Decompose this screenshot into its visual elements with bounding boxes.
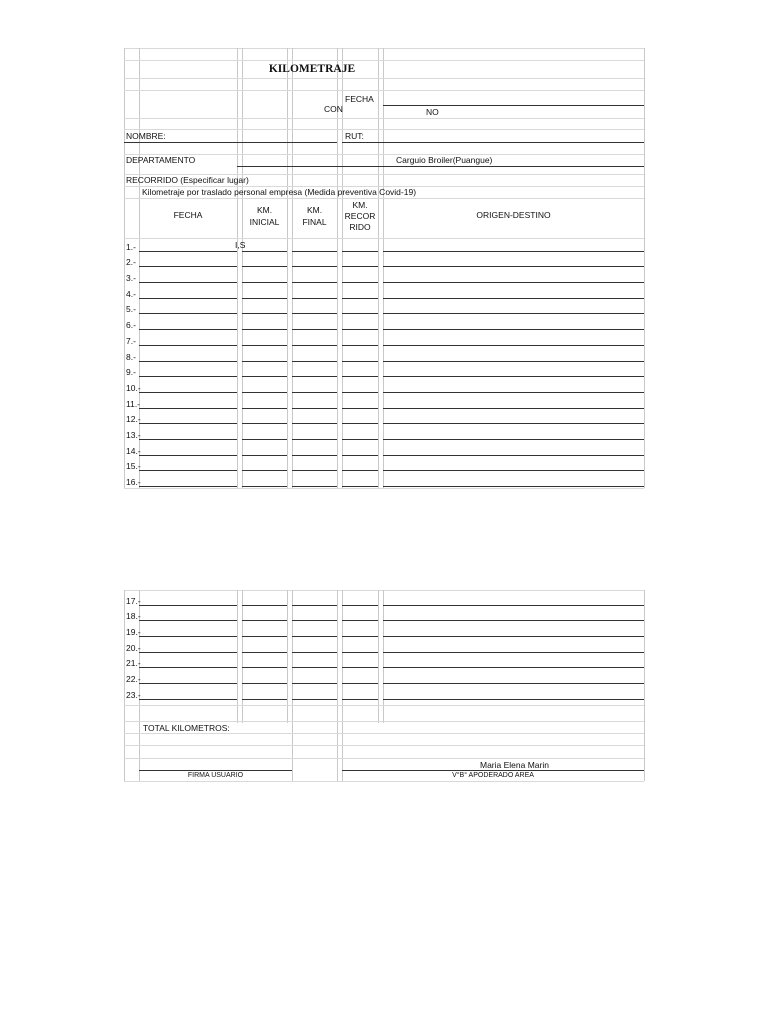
cell-km-recorrido-field[interactable] [342, 442, 378, 456]
cell-origen-destino-field[interactable] [383, 332, 644, 346]
table-row [124, 671, 644, 687]
cell-km-inicial-field[interactable] [242, 238, 287, 252]
table-row [124, 395, 644, 411]
table-row [124, 238, 644, 254]
table-row [124, 474, 644, 490]
col-header-km-recorrido: KM. RECOR RIDO [344, 200, 376, 232]
cell-km-inicial-field[interactable] [242, 348, 287, 362]
cell-km-inicial-field[interactable] [242, 411, 287, 425]
cell-fecha-field[interactable] [139, 317, 237, 331]
cell-km-inicial-field[interactable] [242, 608, 287, 622]
cell-fecha-field[interactable] [139, 379, 237, 393]
cell-km-recorrido-field[interactable] [342, 238, 378, 252]
cell-km-inicial-field[interactable] [242, 332, 287, 346]
cell-fecha-field[interactable] [139, 474, 237, 488]
cell-km-recorrido-field[interactable] [342, 608, 378, 622]
cell-km-final-field[interactable] [292, 655, 337, 669]
cell-km-final-field[interactable] [292, 301, 337, 315]
cell-km-recorrido-field[interactable] [342, 458, 378, 472]
row-number: 19.- [126, 627, 141, 638]
cell-km-inicial-field[interactable] [242, 458, 287, 472]
cell-km-inicial-field[interactable] [242, 592, 287, 606]
fecha-label: FECHA [345, 94, 374, 104]
row-number: 23.- [126, 689, 141, 700]
table-row [124, 426, 644, 442]
cell-origen-destino-field[interactable] [383, 474, 644, 488]
row-number: 21.- [126, 658, 141, 669]
cell-fecha-field[interactable] [139, 442, 237, 456]
cell-km-final-field[interactable] [292, 269, 337, 283]
form-sheet-bottom [124, 590, 644, 781]
col-header-fecha: FECHA [173, 210, 203, 220]
form-sheet-top [124, 48, 644, 488]
row-number: 15.- [126, 461, 141, 472]
table-row [124, 655, 644, 671]
row-number: 7.- [126, 335, 136, 346]
cell-km-final-field[interactable] [292, 639, 337, 653]
cell-origen-destino-field[interactable] [383, 608, 644, 622]
table-row [124, 623, 644, 639]
cell-origen-destino-field[interactable] [383, 238, 644, 252]
cell-km-recorrido-field[interactable] [342, 332, 378, 346]
table-row [124, 379, 644, 395]
cell-km-recorrido-field[interactable] [342, 254, 378, 268]
row-number: 11.- [126, 398, 141, 409]
firma-usuario-label: FIRMA USUARIO [187, 772, 244, 779]
cell-fecha-field[interactable] [139, 623, 237, 637]
cell-km-inicial-field[interactable] [242, 269, 287, 283]
departamento-label: DEPARTAMENTO [126, 155, 196, 165]
cell-km-final-field[interactable] [292, 458, 337, 472]
cell-km-inicial-field[interactable] [242, 395, 287, 409]
cell-fecha-field[interactable] [139, 592, 237, 606]
cell-km-inicial-field[interactable] [242, 364, 287, 378]
grid-line [644, 48, 645, 488]
cell-origen-destino-field[interactable] [383, 686, 644, 700]
departamento-value: Carguio Broiler(Puangue) [396, 155, 493, 165]
cell-km-recorrido-field[interactable] [342, 411, 378, 425]
cell-km-inicial-field[interactable] [242, 442, 287, 456]
cell-origen-destino-field[interactable] [383, 364, 644, 378]
table-row [124, 285, 644, 301]
row-number: 17.- [126, 595, 141, 606]
cell-origen-destino-field[interactable] [383, 411, 644, 425]
cell-km-inicial-field[interactable] [242, 655, 287, 669]
cell-km-final-field[interactable] [292, 285, 337, 299]
row-number: 20.- [126, 642, 141, 653]
vb-apoderado-label: V°B° APODERADO AREA [452, 772, 534, 779]
cell-km-final-field[interactable] [292, 379, 337, 393]
cell-fecha-field[interactable] [139, 686, 237, 700]
row-number: 9.- [126, 367, 136, 378]
cell-km-inicial-field[interactable] [242, 671, 287, 685]
row-number: 10.- [126, 382, 141, 393]
table-row [124, 317, 644, 333]
cell-km-inicial-field[interactable] [242, 686, 287, 700]
cell-origen-destino-field[interactable] [383, 442, 644, 456]
cell-km-final-field[interactable] [292, 608, 337, 622]
grid-line [124, 48, 644, 49]
cell-origen-destino-field[interactable] [383, 458, 644, 472]
cell-origen-destino-field[interactable] [383, 623, 644, 637]
cell-km-recorrido-field[interactable] [342, 285, 378, 299]
row-number: 3.- [126, 273, 136, 284]
cell-origen-destino-field[interactable] [383, 317, 644, 331]
cell-km-recorrido-field[interactable] [342, 655, 378, 669]
cell-km-inicial-field[interactable] [242, 639, 287, 653]
cell-fecha-field[interactable] [139, 458, 237, 472]
cell-km-final-field[interactable] [292, 317, 337, 331]
cell-km-inicial-field[interactable] [242, 623, 287, 637]
cell-fecha-field[interactable] [139, 411, 237, 425]
cell-km-recorrido-field[interactable] [342, 639, 378, 653]
cell-km-recorrido-field[interactable] [342, 301, 378, 315]
cell-km-inicial-field[interactable] [242, 254, 287, 268]
cell-fecha-field[interactable] [139, 301, 237, 315]
cell-km-inicial-field[interactable] [242, 426, 287, 440]
cell-origen-destino-field[interactable] [383, 671, 644, 685]
cell-origen-destino-field[interactable] [383, 655, 644, 669]
form-title: KILOMETRAJE [268, 63, 356, 75]
cell-km-recorrido-field[interactable] [342, 317, 378, 331]
table-row [124, 348, 644, 364]
row-number: 16.- [126, 477, 141, 488]
cell-origen-destino-field[interactable] [383, 285, 644, 299]
cell-origen-destino-field[interactable] [383, 426, 644, 440]
cell-origen-destino-field[interactable] [383, 269, 644, 283]
cell-km-inicial-field[interactable] [242, 285, 287, 299]
cell-km-final-field[interactable] [292, 332, 337, 346]
table-row [124, 411, 644, 427]
cell-fecha-field[interactable] [139, 254, 237, 268]
cell-fecha-field[interactable] [139, 269, 237, 283]
cell-km-recorrido-field[interactable] [342, 426, 378, 440]
cell-fecha-field[interactable] [139, 426, 237, 440]
cell-km-final-field[interactable] [292, 411, 337, 425]
total-kilometros-label: TOTAL KILOMETROS: [143, 723, 230, 733]
row-number: 4.- [126, 288, 136, 299]
cell-km-final-field[interactable] [292, 686, 337, 700]
cell-km-final-field[interactable] [292, 623, 337, 637]
cell-km-inicial-field[interactable] [242, 379, 287, 393]
recorrido-value: Kilometraje por traslado personal empresa (Medida preventiva Covid-19) [142, 187, 417, 197]
row-number: 8.- [126, 351, 136, 362]
cell-fecha-field[interactable] [139, 639, 237, 653]
cell-fecha-field[interactable] [139, 671, 237, 685]
cell-origen-destino-field[interactable] [383, 348, 644, 362]
cell-km-inicial-field[interactable] [242, 301, 287, 315]
cell-fecha-field[interactable] [139, 238, 237, 252]
cell-origen-destino-field[interactable] [383, 301, 644, 315]
nombre-label: NOMBRE: [126, 131, 166, 141]
cell-km-final-field[interactable] [292, 364, 337, 378]
cell-km-final-field[interactable] [292, 426, 337, 440]
signer-name: Maria Elena Marin [480, 760, 549, 770]
cell-km-recorrido-field[interactable] [342, 379, 378, 393]
row-number: 2.- [126, 257, 136, 268]
row-number: 6.- [126, 320, 136, 331]
table-row [124, 442, 644, 458]
row-number: 18.- [126, 611, 141, 622]
cell-origen-destino-field[interactable] [383, 639, 644, 653]
cell-km-final-field[interactable] [292, 348, 337, 362]
no-label: NO [426, 107, 439, 117]
col-header-origen-destino: ORIGEN-DESTINO [476, 210, 551, 220]
cell-origen-destino-field[interactable] [383, 592, 644, 606]
row-number: 5.- [126, 304, 136, 315]
table-row [124, 592, 644, 608]
cell-km-final-field[interactable] [292, 474, 337, 488]
row-number: 1.- [126, 241, 136, 252]
con-label: CON [324, 104, 343, 114]
table-row [124, 639, 644, 655]
cell-km-recorrido-field[interactable] [342, 623, 378, 637]
table-row [124, 269, 644, 285]
cell-fecha-field[interactable] [139, 348, 237, 362]
cell-km-inicial-field[interactable] [242, 317, 287, 331]
table-row [124, 332, 644, 348]
row-number: 13.- [126, 430, 141, 441]
table-row [124, 364, 644, 380]
col-header-km-final: KM. FINAL [302, 205, 327, 227]
cell-km-recorrido-field[interactable] [342, 395, 378, 409]
col-header-km-inicial: KM. INICIAL [249, 205, 280, 227]
cell-km-final-field[interactable] [292, 238, 337, 252]
cell-fecha-field[interactable] [139, 608, 237, 622]
cell-km-final-field[interactable] [292, 442, 337, 456]
cell-km-final-field[interactable] [292, 254, 337, 268]
cell-fecha-field[interactable] [139, 395, 237, 409]
row-number: 12.- [126, 414, 141, 425]
cell-km-recorrido-field[interactable] [342, 269, 378, 283]
row1-stray-text: I,S [235, 240, 246, 250]
table-row [124, 608, 644, 624]
cell-fecha-field[interactable] [139, 332, 237, 346]
cell-km-final-field[interactable] [292, 395, 337, 409]
table-row [124, 458, 644, 474]
table-row [124, 254, 644, 270]
table-row [124, 301, 644, 317]
cell-fecha-field[interactable] [139, 285, 237, 299]
rut-label: RUT: [345, 131, 364, 141]
row-number: 22.- [126, 674, 141, 685]
cell-km-final-field[interactable] [292, 592, 337, 606]
cell-origen-destino-field[interactable] [383, 254, 644, 268]
cell-fecha-field[interactable] [139, 364, 237, 378]
cell-km-recorrido-field[interactable] [342, 474, 378, 488]
cell-fecha-field[interactable] [139, 655, 237, 669]
table-row [124, 686, 644, 702]
cell-km-recorrido-field[interactable] [342, 592, 378, 606]
cell-km-final-field[interactable] [292, 671, 337, 685]
row-number: 14.- [126, 445, 141, 456]
cell-km-recorrido-field[interactable] [342, 364, 378, 378]
cell-km-inicial-field[interactable] [242, 474, 287, 488]
cell-km-recorrido-field[interactable] [342, 686, 378, 700]
cell-km-recorrido-field[interactable] [342, 671, 378, 685]
cell-origen-destino-field[interactable] [383, 379, 644, 393]
recorrido-label: RECORRIDO (Especificar lugar) [126, 175, 249, 185]
cell-km-recorrido-field[interactable] [342, 348, 378, 362]
cell-origen-destino-field[interactable] [383, 395, 644, 409]
